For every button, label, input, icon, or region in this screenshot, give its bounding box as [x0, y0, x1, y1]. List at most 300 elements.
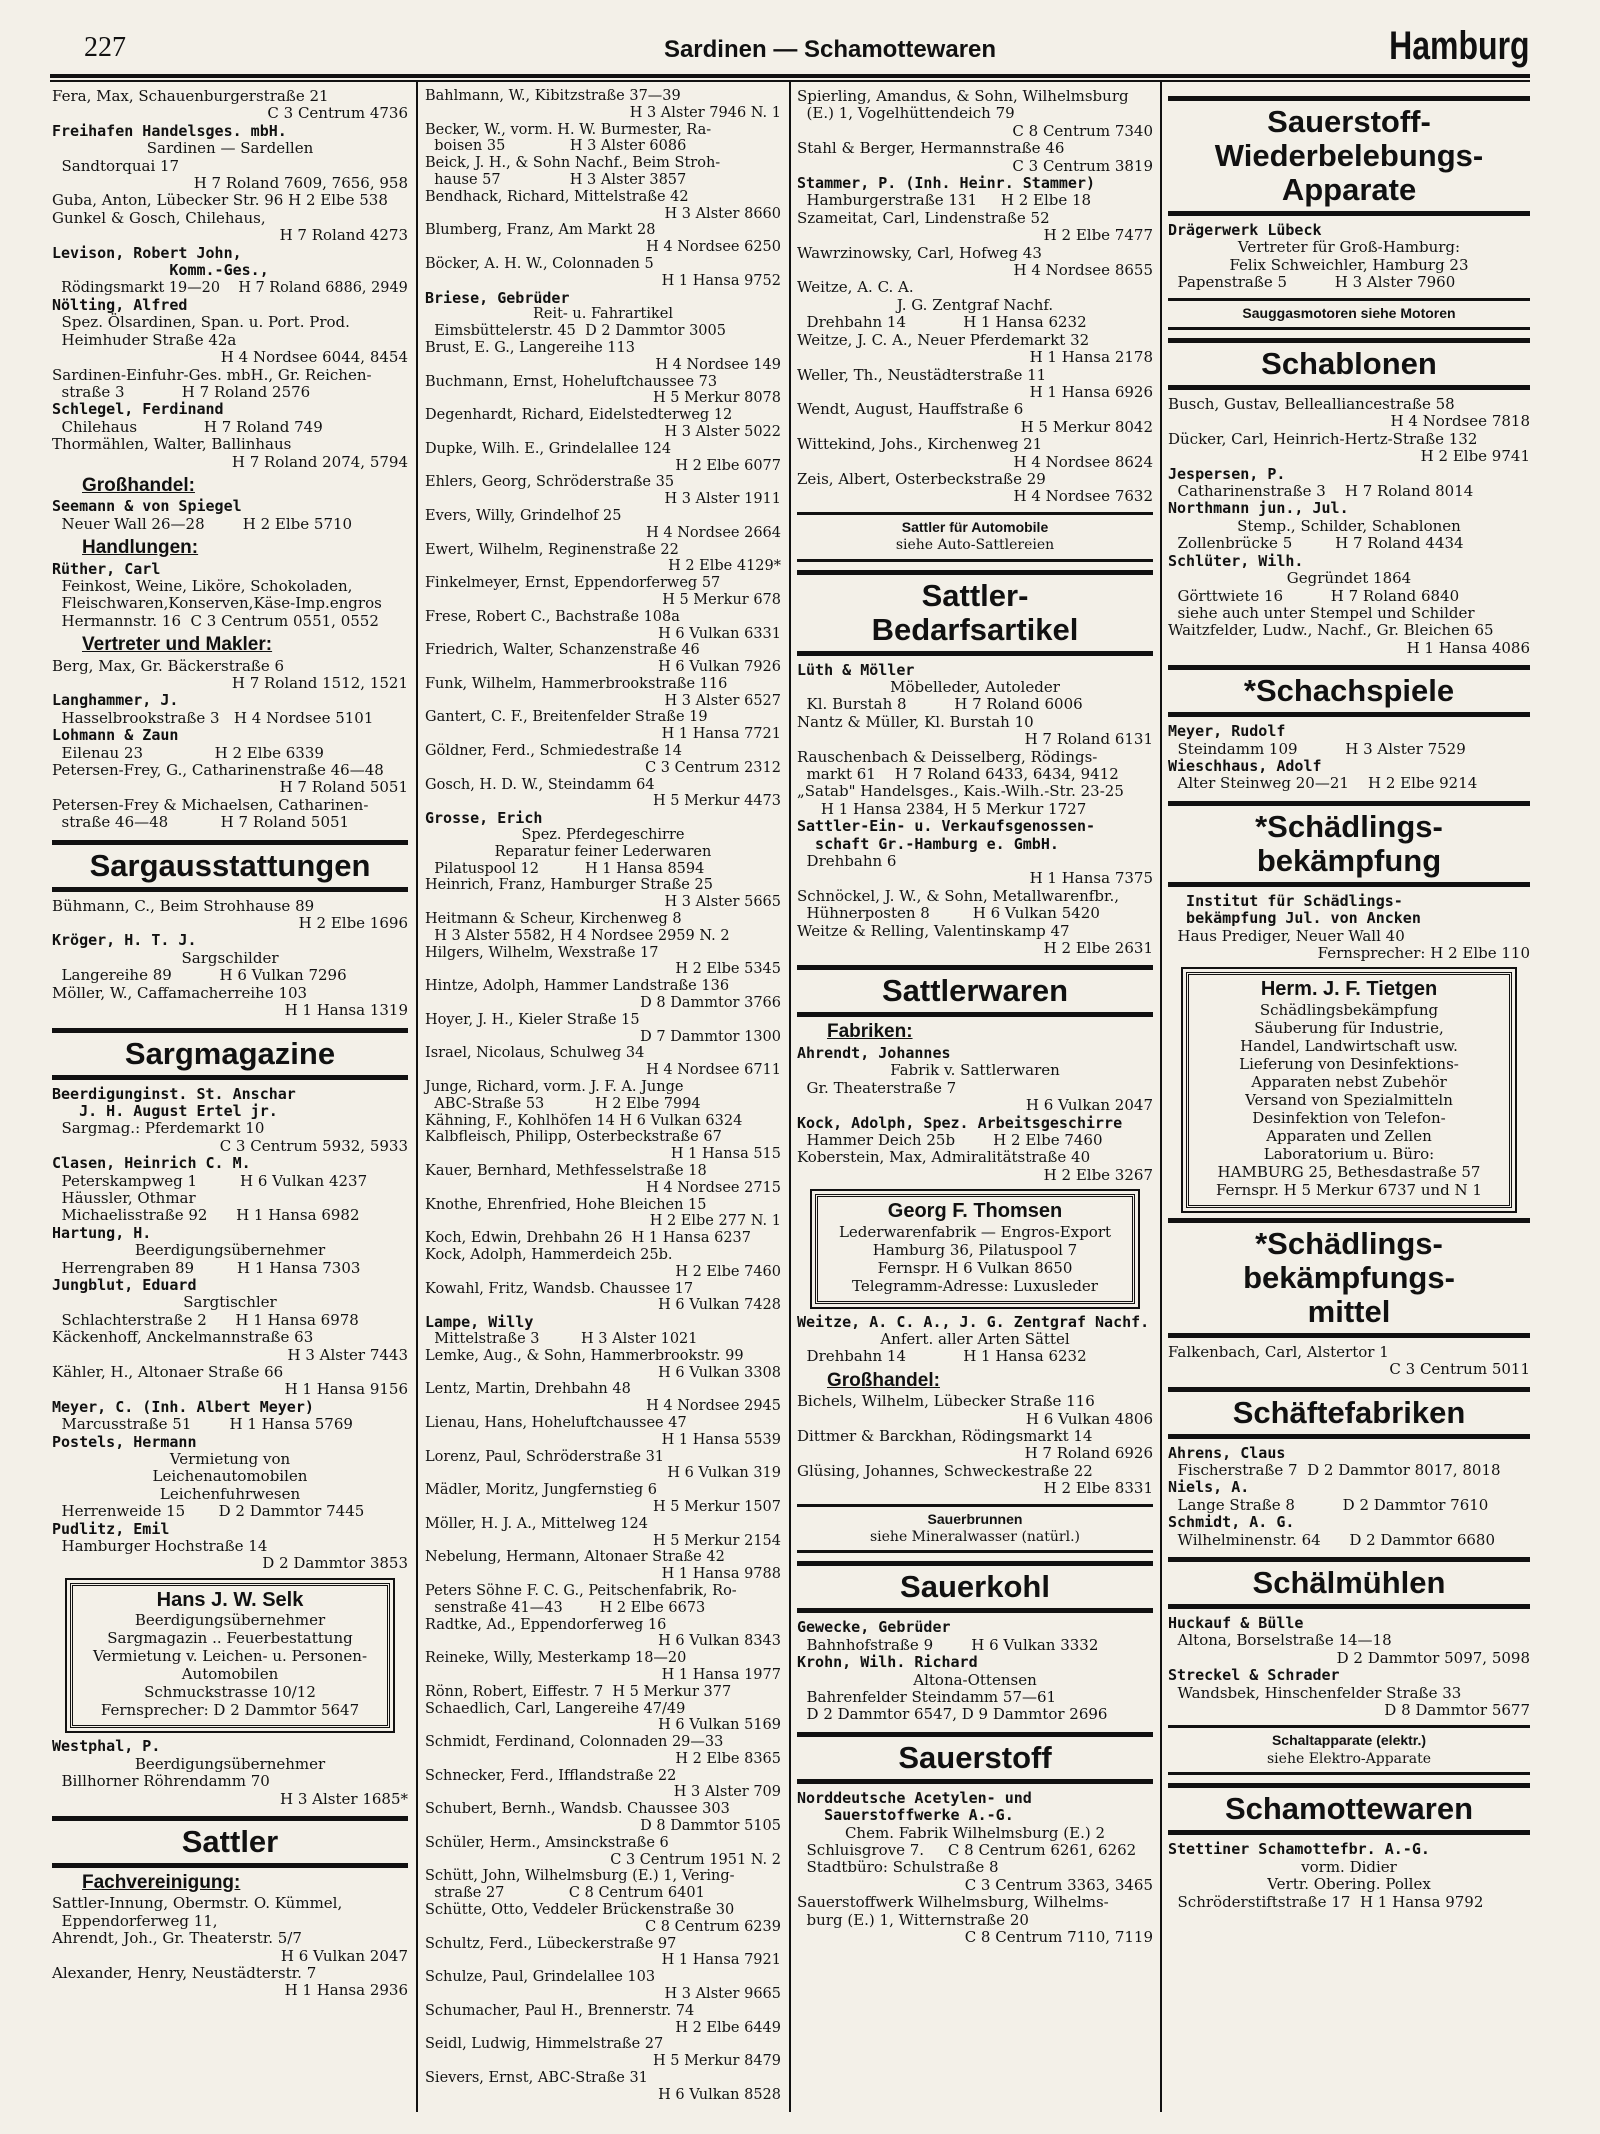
listing-line: Schnöckel, J. W., & Sohn, Metallwarenfbr., — [797, 886, 1120, 905]
listing-line: H 5 Merkur 8479 — [652, 2053, 781, 2070]
listing-line: Fischerstraße 7 D 2 Dammtor 8017, 8018 — [1168, 1461, 1501, 1479]
listing-line: Weitze, A. C. A. — [797, 278, 914, 297]
listing-line: Beerdigungsübernehmer — [134, 1241, 326, 1260]
listing-line: C 3 Centrum 1951 N. 2 — [610, 1851, 781, 1868]
listing-line: Häussler, Othmar — [52, 1188, 196, 1207]
listing-name: Stammer, P. (Inh. Heinr. Stammer) — [797, 174, 1096, 193]
listing-line: Herrenweide 15 D 2 Dammtor 7445 — [52, 1502, 365, 1521]
listing-line: Friedrich, Walter, Schanzenstraße 46 — [425, 642, 700, 659]
cross-reference-note — [797, 512, 1153, 562]
note-title: Schaltapparate (elektr.) — [1271, 1732, 1427, 1749]
listing-line: Finkelmeyer, Ernst, Eppendorferweg 57 — [425, 575, 721, 592]
listing-line: Göldner, Ferd., Schmiedestraße 14 — [425, 743, 682, 760]
listing-line: Wandsbek, Hinschenfelder Straße 33 — [1168, 1683, 1462, 1702]
listing-line: H 2 Elbe 3267 — [1043, 1165, 1153, 1184]
listing-line: H 6 Vulkan 4806 — [1025, 1409, 1153, 1428]
listing-line: Kauer, Bernhard, Methfesselstraße 18 — [425, 1163, 707, 1179]
listing-name: Langhammer, J. — [52, 691, 179, 710]
listing-line: Möller, H. J. A., Mittelweg 124 — [425, 1515, 648, 1532]
listing-line: Billhorner Röhrendamm 70 — [52, 1772, 270, 1791]
listing-line: Degenhardt, Richard, Eidelstedterweg 12 — [425, 407, 733, 424]
listing-line: Kowahl, Fritz, Wandsb. Chaussee 17 — [425, 1280, 694, 1297]
listing-line: H 2 Elbe 6449 — [675, 2019, 781, 2036]
listing-line: Chem. Fabrik Wilhelmsburg (E.) 2 — [844, 1823, 1106, 1842]
listing-line: Lemke, Aug., & Sohn, Hammerbrookstr. 99 — [425, 1347, 744, 1364]
listing-line: H 1 Hansa 515 — [670, 1146, 781, 1163]
listing-line: Dittmer & Barckhan, Rödingsmarkt 14 — [797, 1426, 1093, 1445]
ad-title: Georg F. Thomsen — [887, 1200, 1063, 1223]
listing-line: H 3 Alster 5582, H 4 Nordsee 2959 N. 2 — [425, 927, 730, 944]
listing-line: Schubert, Bernh., Wandsb. Chaussee 303 — [425, 1801, 730, 1818]
listing-line: vorm. Didier — [1301, 1857, 1397, 1876]
listing-line: Schmidt, Ferdinand, Colonnaden 29—33 — [425, 1734, 724, 1751]
listing-line: H 1 Hansa 5539 — [661, 1431, 781, 1448]
listing-name: Weitze, A. C. A., J. G. Zentgraf Nachf. — [797, 1312, 1150, 1331]
listing-line: Fabrik v. Sattlerwaren — [890, 1061, 1060, 1080]
listing-line: H 1 Hansa 6926 — [1029, 382, 1153, 401]
listing-line: Rödingsmarkt 19—20 H 7 Roland 6886, 2949 — [52, 278, 408, 297]
listing-line: Berg, Max, Gr. Bäckerstraße 6 — [52, 656, 285, 675]
listing-line: Käckenhoff, Anckelmannstraße 63 — [52, 1328, 314, 1347]
listing-line: H 3 Alster 8660 — [664, 205, 781, 222]
listing-line: Gegründet 1864 — [1286, 569, 1412, 588]
listing-line: Gosch, H. D. W., Steindamm 64 — [425, 776, 655, 793]
listing-line: D 8 Dammtor 5677 — [1384, 1701, 1530, 1720]
listing-name: Sauerstoffwerke A.-G. — [797, 1806, 1014, 1825]
listing-name: Rüther, Carl — [52, 559, 161, 578]
listing-line: Hilgers, Wilhelm, Wexstraße 17 — [425, 944, 659, 961]
listing-line: C 3 Centrum 2312 — [645, 759, 781, 776]
listing-line: H 5 Merkur 8042 — [1020, 417, 1153, 436]
ad-line: Hamburg 36, Pilatuspool 7 — [872, 1240, 1078, 1259]
listing-line: H 1 Hansa 4086 — [1406, 638, 1530, 657]
listing-line: H 6 Vulkan 3308 — [658, 1364, 781, 1381]
listing-line: Möbelleder, Autoleder — [890, 677, 1060, 696]
listing-line: Petersen-Frey & Michaelsen, Catharinen- — [52, 795, 369, 814]
listing-line: Eilenau 23 H 2 Elbe 6339 — [52, 743, 324, 762]
listing-line: Lange Straße 8 D 2 Dammtor 7610 — [1168, 1495, 1489, 1514]
listing-line: H 4 Nordsee 2664 — [646, 524, 781, 541]
listing-line: D 8 Dammtor 5105 — [640, 1818, 781, 1835]
listing-line: Evers, Willy, Grindelhof 25 — [425, 507, 622, 524]
listing-line: D 8 Dammtor 3766 — [640, 995, 781, 1012]
listing-line: Hühnerposten 8 H 6 Vulkan 5420 — [797, 904, 1100, 923]
listing-name: Schmidt, A. G. — [1168, 1513, 1295, 1532]
listing-line: Knothe, Ehrenfried, Hohe Bleichen 15 — [425, 1196, 707, 1213]
listing-line: Neuer Wall 26—28 H 2 Elbe 5710 — [52, 514, 353, 533]
listing-line: Nantz & Müller, Kl. Burstah 10 — [797, 712, 1034, 731]
section-heading: *Schachspiele — [1168, 665, 1530, 717]
listing-line: Lienau, Hans, Hoheluftchaussee 47 — [425, 1414, 687, 1431]
listing-line: C 3 Centrum 3363, 3465 — [964, 1875, 1153, 1894]
listing-line: H 3 Alster 5022 — [664, 423, 781, 440]
listing-line: Hamburgerstraße 131 H 2 Elbe 18 — [797, 191, 1092, 210]
listing-line: Altona-Ottensen — [913, 1670, 1037, 1689]
listing-line: D 2 Dammtor 6547, D 9 Dammtor 2696 — [797, 1705, 1108, 1724]
ad-line: Lederwarenfabrik — Engros-Export — [838, 1222, 1112, 1241]
listing-line: Schlachterstraße 2 H 1 Hansa 6978 — [52, 1310, 359, 1329]
subsection-heading: Fabriken: — [827, 1021, 913, 1043]
listing-line: Felix Schweichler, Hamburg 23 — [1229, 255, 1469, 274]
listing-line: D 2 Dammtor 3853 — [262, 1554, 408, 1573]
listing-line: Wittekind, Johs., Kirchenweg 21 — [797, 435, 1043, 454]
listing-name: Niels, A. — [1168, 1478, 1250, 1497]
listing-line: Gunkel & Gosch, Chilehaus, — [52, 208, 266, 227]
listing-line: Haus Prediger, Neuer Wall 40 — [1168, 926, 1405, 945]
listing-line: H 7 Roland 4273 — [279, 226, 408, 245]
section-heading: Sauerstoff- Wiederbelebungs- Apparate — [1168, 96, 1530, 216]
column-1 — [52, 88, 408, 2000]
listing-name: Drägerwerk Lübeck — [1168, 221, 1322, 239]
ad-line: Telegramm-Adresse: Luxusleder — [852, 1276, 1098, 1295]
listing-line: H 1 Hansa 7921 — [661, 1952, 781, 1969]
listing-line: H 7 Roland 6926 — [1024, 1444, 1153, 1463]
listing-name: Beerdigunginst. St. Anschar — [52, 1084, 296, 1103]
page-header — [50, 22, 1530, 74]
ad-title: Hans J. W. Selk — [156, 1588, 304, 1611]
subsection-heading: Fachvereinigung: — [82, 1871, 241, 1893]
listing-name: Kock, Adolph, Spez. Arbeitsgeschirre — [797, 1113, 1123, 1132]
listing-line: Petersen-Frey, G., Catharinenstraße 46—48 — [52, 761, 384, 780]
listing-line: Reparatur feiner Lederwaren — [494, 843, 712, 860]
column-2 — [425, 88, 781, 2104]
column-divider — [416, 82, 418, 2112]
listing-name: Huckauf & Bülle — [1168, 1614, 1304, 1633]
listing-line: Koch, Edwin, Drehbahn 26 H 1 Hansa 6237 — [425, 1230, 751, 1247]
listing-line: Sardinen — Sardellen — [146, 139, 314, 158]
listing-line: Hoyer, J. H., Kieler Straße 15 — [425, 1011, 640, 1028]
listing-line: C 8 Centrum 7340 — [1012, 121, 1153, 140]
listing-line: Hammer Deich 25b H 2 Elbe 7460 — [797, 1130, 1103, 1149]
listing-line: Spez. Pferdegeschirre — [521, 827, 685, 844]
listing-line: Stadtbüro: Schulstraße 8 — [797, 1858, 999, 1877]
ad-line: Desinfektion von Telefon- — [1252, 1108, 1446, 1127]
listing-line: markt 61 H 7 Roland 6433, 6434, 9412 — [797, 765, 1119, 783]
listing-line: Schnecker, Ferd., Ifflandstraße 22 — [425, 1767, 677, 1784]
listing-line: Bahlmann, W., Kibitzstraße 37—39 — [425, 88, 681, 104]
listing-line: H 2 Elbe 5345 — [675, 961, 781, 978]
listing-line: H 2 Elbe 7460 — [675, 1263, 781, 1280]
listing-line: Feinkost, Weine, Liköre, Schokoladen, — [52, 576, 353, 595]
listing-line: Ahrendt, Joh., Gr. Theaterstr. 5/7 — [52, 1929, 302, 1948]
listing-name: Lohmann & Zaun — [52, 726, 179, 745]
listing-name: Pudlitz, Emil — [52, 1519, 170, 1538]
listing-line: Schluisgrove 7. C 8 Centrum 6261, 6262 — [797, 1841, 1137, 1860]
listing-name: Jungblut, Eduard — [52, 1275, 197, 1294]
listing-name: Grosse, Erich — [425, 809, 543, 828]
listing-line: Michaelisstraße 92 H 1 Hansa 6982 — [52, 1206, 360, 1225]
listing-line: H 7 Roland 5051 — [279, 778, 408, 797]
section-heading: Sattler- Bedarfsartikel — [797, 570, 1153, 656]
listing-line: boisen 35 H 3 Alster 6086 — [425, 138, 687, 155]
listing-line: Busch, Gustav, Bellealliancestraße 58 — [1168, 395, 1455, 414]
listing-line: Hintze, Adolph, Hammer Landstraße 136 — [425, 978, 730, 995]
listing-line: Fleischwaren,Konserven,Käse-Imp.engros — [52, 594, 382, 613]
listing-line: Hermannstr. 16 C 3 Centrum 0551, 0552 — [52, 611, 379, 630]
listing-name: Briese, Gebrüder — [425, 288, 570, 307]
listing-line: Sardinen-Einfuhr-Ges. mbH., Gr. Reichen- — [52, 365, 372, 384]
listing-line: H 1 Hansa 2936 — [284, 1981, 408, 2000]
listing-line: Möller, W., Caffamacherreihe 103 — [52, 983, 308, 1002]
listing-line: C 8 Centrum 7110, 7119 — [964, 1928, 1153, 1947]
listing-line: H 3 Alster 9665 — [664, 1986, 781, 2003]
listing-line: Sargtischler — [183, 1293, 277, 1312]
listing-line: H 2 Elbe 9741 — [1420, 447, 1530, 466]
listing-line: H 4 Nordsee 8655 — [1013, 261, 1153, 280]
listing-line: H 6 Vulkan 319 — [667, 1465, 781, 1482]
listing-line: Schüler, Herm., Amsinckstraße 6 — [425, 1834, 669, 1851]
listing-name: Komm.-Ges., — [52, 261, 269, 280]
listing-line: Sandtorquai 17 — [52, 156, 180, 175]
listing-line: Steindamm 109 H 3 Alster 7529 — [1168, 739, 1466, 758]
listing-line: straße 3 H 7 Roland 2576 — [52, 382, 311, 401]
listing-line: Becker, W., vorm. H. W. Burmester, Ra- — [425, 121, 712, 138]
note-text: siehe Auto-Sattlereien — [895, 537, 1055, 554]
listing-line: Schulze, Paul, Grindelallee 103 — [425, 1969, 656, 1986]
section-heading: Sargmagazine — [52, 1028, 408, 1080]
listing-line: Vertr. Obering. Pollex — [1267, 1875, 1431, 1894]
ad-line: Apparaten und Zellen — [1266, 1126, 1432, 1145]
advertisement-box — [1186, 972, 1512, 1207]
listing-line: Reineke, Willy, Mesterkamp 18—20 — [425, 1650, 687, 1667]
listing-line: Pilatuspool 12 H 1 Hansa 8594 — [425, 860, 705, 877]
city-title: Hamburg — [1389, 24, 1530, 68]
listing-line: Weitze & Relling, Valentinskamp 47 — [797, 921, 1070, 940]
listing-line: Weller, Th., Neustädterstraße 11 — [797, 365, 1047, 384]
listing-line: H 4 Nordsee 7632 — [1013, 487, 1153, 506]
listing-line: Wawrzinowsky, Carl, Hofweg 43 — [797, 243, 1042, 262]
section-heading: Sattler — [52, 1816, 408, 1868]
listing-line: H 5 Merkur 4473 — [652, 793, 781, 810]
listing-name: Institut für Schädlings- — [1168, 891, 1403, 910]
listing-line: Schröderstiftstraße 17 H 1 Hansa 9792 — [1168, 1892, 1484, 1911]
listing-name: Gewecke, Gebrüder — [797, 1618, 951, 1637]
listing-name: Ahrendt, Johannes — [797, 1043, 951, 1062]
listing-line: Israel, Nicolaus, Schulweg 34 — [425, 1045, 645, 1062]
listing-line: H 1 Hansa 2178 — [1029, 348, 1153, 367]
listing-line: Spez. Ölsardinen, Span. u. Port. Prod. — [52, 313, 350, 332]
listing-line: H 6 Vulkan 7428 — [658, 1297, 781, 1314]
listing-line: Hasselbrookstraße 3 H 4 Nordsee 5101 — [52, 708, 374, 727]
listing-line: Mädler, Moritz, Jungfernstieg 6 — [425, 1482, 657, 1499]
listing-line: Stahl & Berger, Hermannstraße 46 — [797, 139, 1065, 158]
ad-title: Herm. J. F. Tietgen — [1260, 978, 1438, 1001]
ad-line: Schmuckstrasse 10/12 — [144, 1683, 316, 1702]
listing-line: Funk, Wilhelm, Hammerbrookstraße 116 — [425, 675, 728, 692]
listing-line: Eppendorferweg 11, — [52, 1911, 218, 1930]
listing-line: Glüsing, Johannes, Schweckestraße 22 — [797, 1461, 1093, 1480]
listing-name: Sattler-Ein- u. Verkaufsgenossen- — [797, 817, 1096, 836]
listing-line: H 6 Vulkan 2047 — [1025, 1096, 1153, 1115]
listing-line: Drehbahn 14 H 1 Hansa 6232 — [797, 313, 1087, 332]
listing-line: H 2 Elbe 8331 — [1043, 1479, 1153, 1498]
listing-line: Rönn, Robert, Eiffestr. 7 H 5 Merkur 377 — [425, 1683, 732, 1700]
listing-line: H 6 Vulkan 8343 — [658, 1633, 781, 1650]
note-text: siehe Elektro-Apparate — [1267, 1750, 1431, 1767]
listing-line: H 1 Hansa 1319 — [284, 1001, 408, 1020]
listing-line: Thormählen, Walter, Ballinhaus — [52, 435, 292, 454]
listing-line: Blumberg, Franz, Am Markt 28 — [425, 222, 656, 239]
listing-line: Schütt, John, Wilhelmsburg (E.) 1, Vering- — [425, 1868, 735, 1885]
listing-name: Norddeutsche Acetylen- und — [797, 1788, 1032, 1807]
column-4 — [1168, 88, 1530, 1911]
listing-line: H 6 Vulkan 6331 — [658, 625, 781, 642]
running-head: Sardinen — Schamottewaren — [663, 36, 997, 63]
page-number: 227 — [84, 32, 126, 63]
listing-line: H 4 Nordsee 6044, 8454 — [220, 348, 408, 367]
listing-line: Schaedlich, Carl, Langereihe 47/49 — [425, 1700, 686, 1717]
listing-line: Herrengraben 89 H 1 Hansa 7303 — [52, 1258, 361, 1277]
listing-line: Fernsprecher: H 2 Elbe 110 — [1317, 943, 1530, 962]
subsection-heading: Handlungen: — [82, 537, 199, 559]
listing-line: Rauschenbach & Deisselberg, Rödings- — [797, 747, 1098, 766]
listing-line: Reit- u. Fahrartikel — [532, 306, 674, 323]
listing-line: burg (E.) 1, Witternstraße 20 — [797, 1910, 1029, 1929]
listing-line: Radtke, Ad., Eppendorferweg 16 — [425, 1616, 667, 1633]
listing-line: Anfert. aller Arten Sättel — [880, 1329, 1070, 1348]
listing-name: Kröger, H. T. J. — [52, 931, 197, 950]
section-heading: Schamottewaren — [1168, 1783, 1530, 1835]
subsection-heading: Vertreter und Makler: — [82, 634, 273, 656]
listing-line: H 4 Nordsee 2945 — [646, 1398, 781, 1415]
listing-line: Eimsbüttelerstr. 45 D 2 Dammtor 3005 — [425, 323, 726, 340]
listing-line: H 6 Vulkan 8528 — [658, 2086, 781, 2103]
listing-line: H 1 Hansa 1977 — [661, 1666, 781, 1683]
listing-line: Böcker, A. H. W., Colonnaden 5 — [425, 255, 654, 272]
ad-line: Säuberung für Industrie, — [1254, 1018, 1444, 1037]
listing-name: Stettiner Schamottefbr. A.-G. — [1168, 1840, 1430, 1859]
listing-line: H 5 Merkur 2154 — [652, 1532, 781, 1549]
listing-line: Kähler, H., Altonaer Straße 66 — [52, 1363, 284, 1381]
listing-line: Leichenfuhrwesen — [159, 1484, 301, 1503]
ad-line: Fernspr. H 6 Vulkan 8650 — [877, 1258, 1073, 1277]
listing-line: H 1 Hansa 9752 — [661, 272, 781, 289]
listing-line: H 5 Merkur 678 — [662, 591, 781, 608]
listing-line: Vertreter für Groß-Hamburg: — [1237, 238, 1461, 257]
listing-line: Spierling, Amandus, & Sohn, Wilhelmsburg — [797, 87, 1129, 105]
note-title: Sattler für Automobile — [901, 518, 1049, 535]
listing-line: Bendhack, Richard, Mittelstraße 42 — [425, 188, 689, 205]
listing-line: H 4 Nordsee 7818 — [1390, 412, 1530, 431]
listing-name: Westphal, P. — [52, 1737, 161, 1756]
listing-line: Catharinenstraße 3 H 7 Roland 8014 — [1168, 482, 1474, 501]
ad-line: Vermietung v. Leichen- u. Personen- — [92, 1647, 368, 1666]
listing-line: Lentz, Martin, Drehbahn 48 — [425, 1381, 631, 1398]
listing-line: Bichels, Wilhelm, Lübecker Straße 116 — [797, 1392, 1095, 1411]
listing-line: H 7 Roland 1512, 1521 — [231, 674, 408, 692]
listing-line: Chilehaus H 7 Roland 749 — [52, 417, 323, 436]
listing-line: Kock, Adolph, Hammerdeich 25b. — [425, 1246, 673, 1263]
section-heading: Sargausstattungen — [52, 840, 408, 892]
ad-line: Fernsprecher: D 2 Dammtor 5647 — [100, 1701, 360, 1720]
listing-line: H 3 Alster 1685* — [279, 1789, 408, 1808]
listing-line: H 2 Elbe 6077 — [675, 457, 781, 474]
listing-line: Brust, E. G., Langereihe 113 — [425, 339, 635, 356]
listing-line: C 3 Centrum 4736 — [267, 104, 408, 123]
listing-line: Heitmann & Scheur, Kirchenweg 8 — [425, 911, 682, 928]
subsection-heading: Großhandel: — [827, 1369, 940, 1391]
listing-line: Alexander, Henry, Neustädterstr. 7 — [52, 1963, 317, 1982]
listing-line: ABC-Straße 53 H 2 Elbe 7994 — [425, 1095, 701, 1112]
listing-line: H 5 Merkur 8078 — [652, 390, 781, 407]
listing-line: J. G. Zentgraf Nachf. — [896, 295, 1054, 314]
listing-name: schaft Gr.-Hamburg e. GmbH. — [797, 834, 1059, 853]
listing-name: Schlüter, Wilh. — [1168, 551, 1304, 570]
note-text: siehe Mineralwasser (natürl.) — [869, 1529, 1080, 1545]
listing-line: Sargmag.: Pferdemarkt 10 — [52, 1119, 265, 1138]
listing-line: Szameitat, Carl, Lindenstraße 52 — [797, 208, 1050, 227]
section-heading: Schälmühlen — [1168, 1557, 1530, 1609]
listing-line: H 2 Elbe 4129* — [668, 558, 781, 575]
listing-line: Kl. Burstah 8 H 7 Roland 6006 — [797, 695, 1083, 714]
listing-line: Ehlers, Georg, Schröderstraße 35 — [425, 474, 675, 491]
listing-name: Streckel & Schrader — [1168, 1666, 1340, 1685]
listing-line: Peters Söhne F. C. G., Peitschenfabrik, Ro- — [425, 1582, 737, 1599]
listing-line: Sievers, Ernst, ABC-Straße 31 — [425, 2070, 648, 2087]
listing-line: Sauerstoffwerk Wilhelmsburg, Wilhelms- — [797, 1893, 1109, 1912]
cross-reference-note — [797, 1504, 1153, 1554]
listing-line: Falkenbach, Carl, Alstertor 1 — [1168, 1342, 1389, 1361]
listing-line: H 7 Roland 6131 — [1024, 730, 1153, 749]
listing-line: Buchmann, Ernst, Hoheluftchaussee 73 — [425, 373, 718, 390]
listing-line: C 3 Centrum 5011 — [1389, 1360, 1530, 1379]
listing-name: Freihafen Handelsges. mbH. — [52, 121, 287, 140]
listing-line: Beerdigungsübernehmer — [134, 1754, 326, 1773]
listing-line: Sattler-Innung, Obermstr. O. Kümmel, — [52, 1894, 343, 1913]
listing-line: Lorenz, Paul, Schröderstraße 31 — [425, 1448, 665, 1465]
listing-name: Northmann jun., Jul. — [1168, 499, 1349, 518]
listing-line: H 1 Hansa 2384, H 5 Merkur 1727 — [797, 799, 1087, 818]
listing-line: H 2 Elbe 8365 — [675, 1750, 781, 1767]
listing-line: Dücker, Carl, Heinrich-Hertz-Straße 132 — [1168, 429, 1478, 448]
listing-name: Wieschhaus, Adolf — [1168, 756, 1322, 775]
listing-line: H 3 Alster 7443 — [287, 1345, 408, 1364]
listing-name: Seemann & von Spiegel — [52, 497, 242, 516]
listing-line: H 3 Alster 709 — [673, 1784, 781, 1801]
listing-name: J. H. August Ertel jr. — [52, 1101, 278, 1120]
listing-line: Waitzfelder, Ludw., Nachf., Gr. Bleichen 65 — [1168, 621, 1494, 640]
listing-line: Zollenbrücke 5 H 7 Roland 4434 — [1168, 534, 1464, 553]
listing-line: H 5 Merkur 1507 — [652, 1498, 781, 1515]
listing-line: straße 46—48 H 7 Roland 5051 — [52, 813, 350, 832]
ad-line: Sargmagazin .. Feuerbestattung — [107, 1629, 353, 1648]
listing-line: H 6 Vulkan 2047 — [280, 1946, 408, 1965]
section-heading: Sauerkohl — [797, 1561, 1153, 1613]
listing-line: Seidl, Ludwig, Himmelstraße 27 — [425, 2036, 664, 2053]
listing-line: H 4 Nordsee 149 — [655, 356, 781, 373]
listing-line: H 2 Elbe 2631 — [1043, 939, 1153, 958]
section-heading: Sattlerwaren — [797, 965, 1153, 1017]
note-title: Sauggasmotoren siehe Motoren — [1242, 304, 1456, 321]
listing-line: Fera, Max, Schauenburgerstraße 21 — [52, 87, 329, 105]
listing-line: C 8 Centrum 6239 — [645, 1918, 781, 1935]
listing-line: Alter Steinweg 20—21 H 2 Elbe 9214 — [1168, 774, 1478, 793]
listing-name: Jespersen, P. — [1168, 464, 1286, 483]
listing-name: Meyer, Rudolf — [1168, 722, 1286, 741]
header-rule — [50, 74, 1530, 78]
section-heading: *Schädlings- bekämpfung — [1168, 801, 1530, 887]
ad-line: Apparaten nebst Zubehör — [1251, 1072, 1447, 1091]
listing-name: Meyer, C. (Inh. Albert Meyer) — [52, 1397, 314, 1416]
listing-name: Nölting, Alfred — [52, 295, 188, 314]
listing-line: Beick, J. H., & Sohn Nachf., Beim Stroh- — [425, 155, 721, 172]
ad-line: HAMBURG 25, Bethesdastraße 57 — [1217, 1162, 1481, 1181]
listing-line: senstraße 41—43 H 2 Elbe 6673 — [425, 1599, 706, 1616]
listing-line: Sargschilder — [181, 948, 279, 967]
listing-name: Krohn, Wilh. Richard — [797, 1653, 978, 1672]
listing-line: H 1 Hansa 9788 — [661, 1566, 781, 1583]
listing-line: Frese, Robert C., Bachstraße 108a — [425, 608, 680, 625]
